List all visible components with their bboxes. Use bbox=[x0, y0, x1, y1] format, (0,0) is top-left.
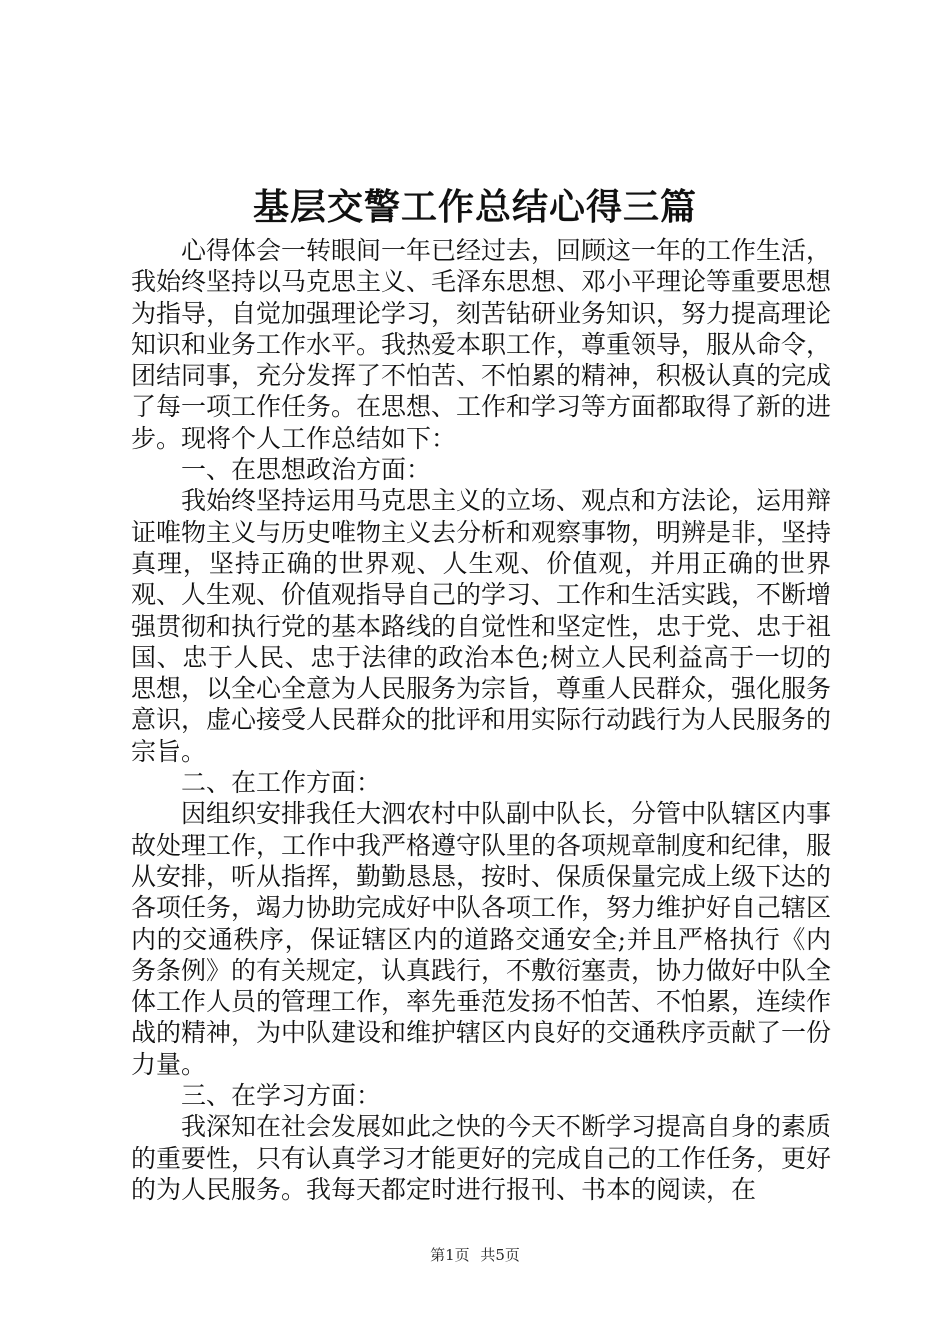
page-footer bbox=[0, 1245, 950, 1265]
section-heading-ideology: 一、在思想政治方面： bbox=[181, 455, 432, 485]
document-body bbox=[131, 235, 831, 1205]
page-number: 第1页 bbox=[430, 1246, 470, 1264]
page-total: 共5页 bbox=[480, 1246, 520, 1264]
document-title: 基层交警工作总结心得三篇 bbox=[252, 186, 697, 228]
section-heading-work: 二、在工作方面： bbox=[181, 768, 382, 798]
ideology-paragraph: 我始终坚持运用马克思主义的立场、观点和方法论，运用辩证唯物主义与历史唯物主义去分析和观察事物，明辨是非，坚持真理，坚持正确的世界观、人生观、价值观，并用正确的世界观、人生观、价值观指导自己的学习、工作和生活实践，不断增强贯彻和执行党的基本路线的自觉性和坚定性，忠于党、忠于祖国、忠于人民、忠于法律的政治本色;树立人民利益高于一切的思想，以全心全意为人民服务为宗旨，尊重人民群众，强化服务意识，虚心接受人民群众的批评和用实际行动践行为人民服务的宗旨。 bbox=[131, 486, 832, 766]
section-heading-study: 三、在学习方面： bbox=[181, 1081, 382, 1111]
work-paragraph: 因组织安排我任大泗农村中队副中队长，分管中队辖区内事故处理工作，工作中我严格遵守队里的各项规章制度和纪律，服从安排，听从指挥，勤勤恳恳，按时、保质保量完成上级下达的各项任务，竭力协助完成好中队各项工作，努力维护好自己辖区内的交通秩序，保证辖区内的道路交通安全;并且严格执行《内务条例》的有关规定，认真践行，不敷衍塞责，协力做好中队全体工作人员的管理工作，率先垂范发扬不怕苦、不怕累，连续作战的精神，为中队建设和维护辖区内良好的交通秩序贡献了一份力量。 bbox=[131, 799, 832, 1079]
study-paragraph: 我深知在社会发展如此之快的今天不断学习提高自身的素质的重要性，只有认真学习才能更好的完成自己的工作任务，更好的为人民服务。我每天都定时进行报刊、书本的阅读，在 bbox=[131, 1112, 832, 1204]
intro-paragraph: 心得体会一转眼间一年已经过去，回顾这一年的工作生活，我始终坚持以马克思主义、毛泽东思想、邓小平理论等重要思想为指导，自觉加强理论学习，刻苦钻研业务知识，努力提高理论知识和业务工作水平。我热爱本职工作，尊重领导，服从命令，团结同事，充分发挥了不怕苦、不怕累的精神，积极认真的完成了每一项工作任务。在思想、工作和学习等方面都取得了新的进步。现将个人工作总结如下： bbox=[131, 236, 832, 453]
